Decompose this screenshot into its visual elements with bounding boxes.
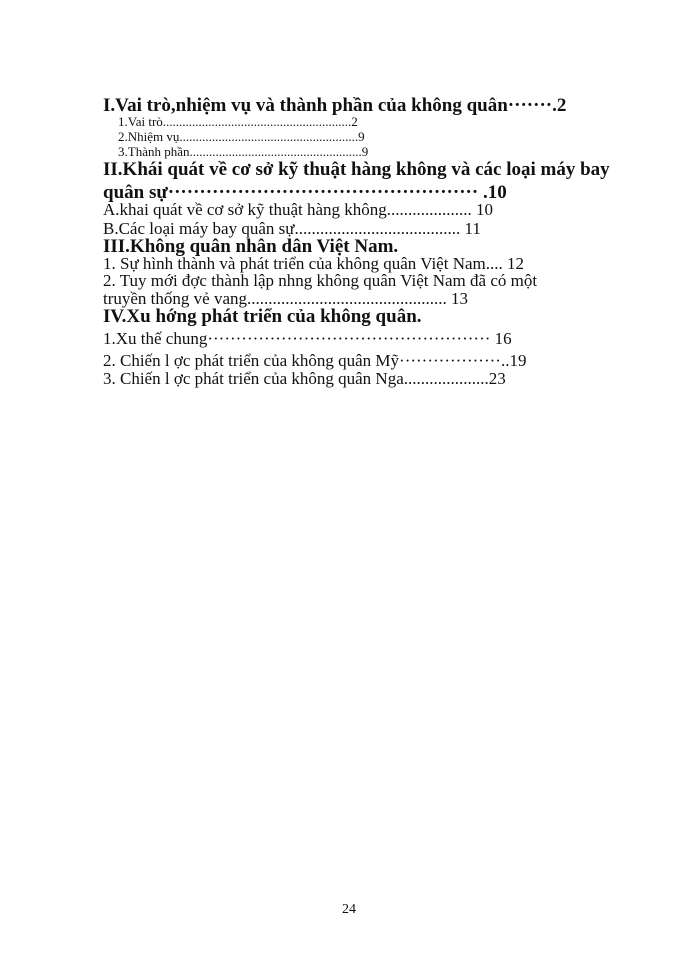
toc-heading-3: III.Không quân nhân dân Việt Nam. (103, 236, 399, 257)
page-number: 24 (342, 902, 356, 917)
toc-heading-1: I.Vai trò,nhiệm vụ và thành phần của không quân·······.2 (103, 95, 567, 116)
toc-item-3-1: 1. Sự hình thành và phát triển của không quân Việt Nam.... 12 (103, 254, 524, 273)
toc-item-4-1: 1.Xu thế chung·················································· 16 (103, 329, 512, 348)
toc-item-3-2: 2. Tuy mới đợc thành lập nhng không quân Việt Nam đã có một (103, 271, 538, 290)
toc-heading-4: IV.Xu hớng phát triển của không quân. (103, 306, 422, 327)
toc-item-1-2: 2.Nhiệm vụ.......................................................9 (118, 129, 365, 144)
toc-item-1-1: 1.Vai trò..........................................................2 (118, 114, 358, 129)
toc-item-4-3: 3. Chiến l ợc phát triển của không quân Nga....................23 (103, 369, 506, 388)
toc-item-1-3: 3.Thành phần.....................................................9 (118, 144, 369, 159)
toc-item-4-2: 2. Chiến l ợc phát triển của không quân Mỹ··················..19 (103, 351, 527, 370)
toc-item-3-2-cont: truyền thống vẻ vang............................................... 13 (103, 289, 468, 308)
toc-item-2-a: A.khai quát về cơ sở kỹ thuật hàng không.................... 10 (103, 200, 494, 219)
toc-heading-2-cont: quân sự················································· .10 (103, 182, 507, 203)
toc-item-2-b: B.Các loại máy bay quân sự....................................... 11 (103, 219, 481, 238)
toc-heading-2: II.Khái quát về cơ sở kỹ thuật hàng không và các loại máy bay (103, 159, 610, 180)
